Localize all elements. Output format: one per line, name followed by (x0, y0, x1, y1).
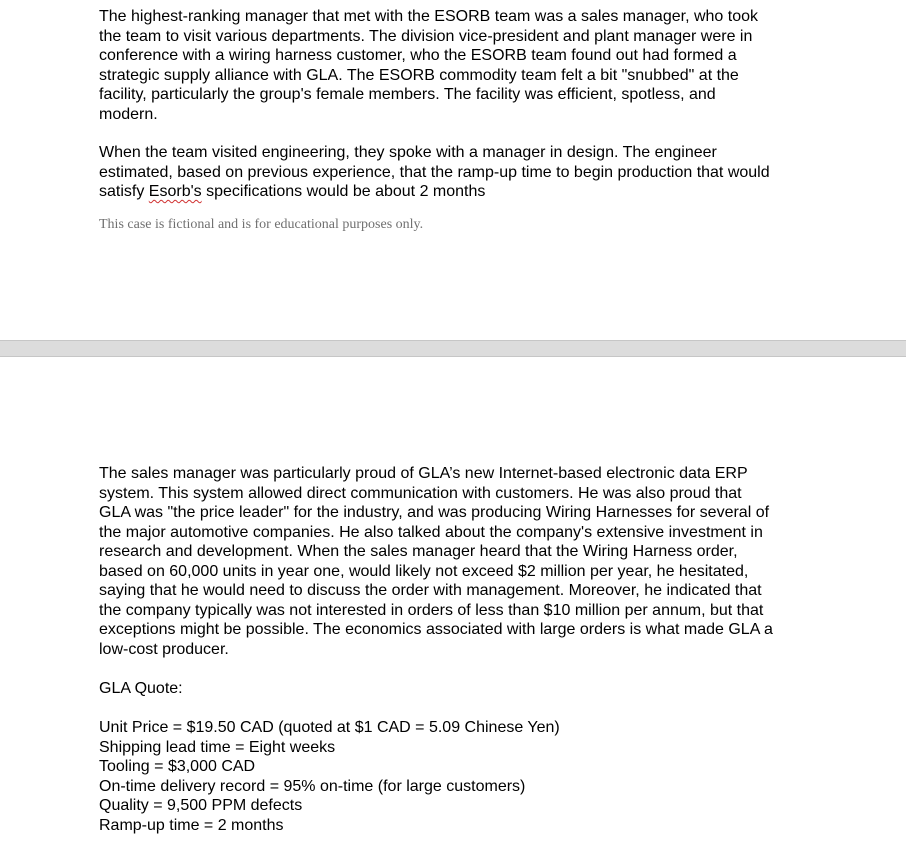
spellcheck-flagged-word[interactable]: Esorb's (148, 183, 202, 200)
text-line: estimated, based on previous experience, that the ramp-up time to begin production that would (99, 163, 770, 181)
quote-item: Quality = 9,500 PPM defects (99, 797, 303, 814)
text-line: based on 60,000 units in year one, would likely not exceed $2 million per year, he hesitated, (99, 562, 749, 580)
text-line: conference with a wiring harness customer, who the ESORB team found out had formed a (99, 47, 737, 64)
text-line (99, 182, 827, 202)
text-line: The sales manager was particularly proud of GLA’s new Internet-based electronic data ERP (99, 465, 748, 482)
paragraph-sales-manager-visit (99, 7, 827, 124)
text-line: strategic supply alliance with GLA. The ESORB commodity team felt a bit "snubbed" at the (99, 66, 739, 84)
quote-heading: GLA Quote: (99, 680, 183, 697)
text-fragment: satisfy (99, 183, 149, 200)
quote-item: Shipping lead time = Eight weeks (99, 738, 336, 756)
document-page-1 (0, 0, 906, 340)
page-break-gap (0, 340, 906, 357)
quote-item: Tooling = $3,000 CAD (99, 758, 256, 775)
document-page-2 (0, 357, 906, 850)
text-line: research and development. When the sales manager heard that the Wiring Harness order, (99, 543, 738, 560)
paragraph-engineering-visit (99, 143, 827, 202)
text-line: modern. (99, 105, 158, 123)
text-line: GLA was "the price leader" for the industry, and was producing Wiring Harnesses for several of (99, 504, 770, 521)
text-line: the major automotive companies. He also talked about the company's extensive investment in (99, 523, 763, 541)
quote-item: Ramp-up time = 2 months (99, 816, 284, 834)
text-line: When the team visited engineering, they spoke with a manager in design. The engineer (99, 144, 717, 161)
text-line: system. This system allowed direct communication with customers. He was also proud that (99, 484, 742, 502)
text-line: saying that he would need to discuss the order with management. Moreover, he indicated that (99, 582, 762, 599)
text-line: exceptions might be possible. The economics associated with large orders is what made GLA a (99, 621, 773, 638)
text-line: The highest-ranking manager that met with the ESORB team was a sales manager, who took (99, 8, 758, 25)
quote-details-list (99, 718, 827, 835)
text-fragment: specifications would be about 2 months (201, 183, 486, 200)
text-line: facility, particularly the group's female members. The facility was efficient, spotless, and (99, 86, 716, 103)
quote-item: On-time delivery record = 95% on-time (for large customers) (99, 777, 526, 795)
text-line: low-cost producer. (99, 640, 229, 658)
quote-item: Unit Price = $19.50 CAD (quoted at $1 CAD = 5.09 Chinese Yen) (99, 719, 560, 736)
text-line: the company typically was not interested in orders of less than $10 million per annum, but that (99, 601, 764, 619)
disclaimer-note: This case is fictional and is for educational purposes only. (99, 217, 424, 232)
paragraph-gla-sales-pitch (99, 464, 827, 659)
text-line: the team to visit various departments. The division vice-president and plant manager were in (99, 27, 753, 45)
